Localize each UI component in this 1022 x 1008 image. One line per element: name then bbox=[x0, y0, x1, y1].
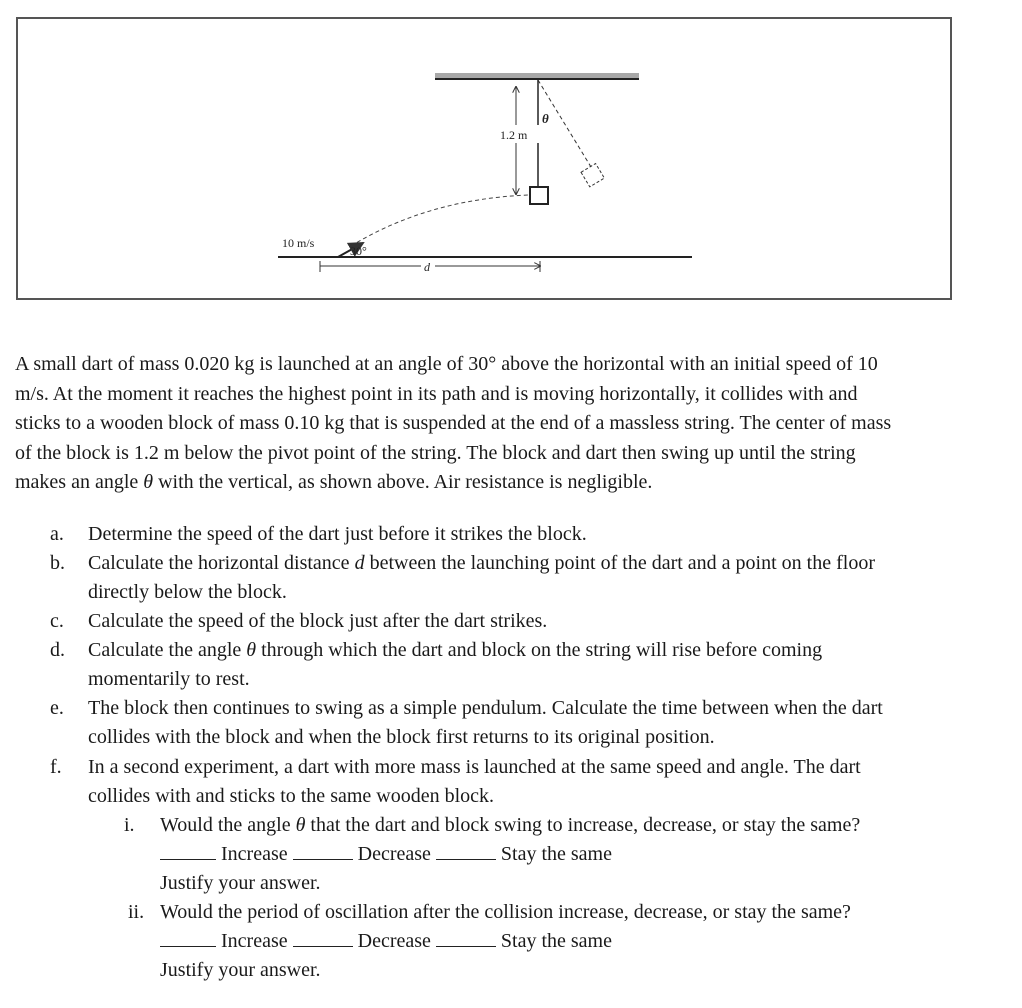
blank-decrease-i[interactable] bbox=[293, 841, 353, 860]
question-f-line2: collides with and sticks to the same wooden block. bbox=[88, 785, 495, 807]
dart-trajectory bbox=[351, 195, 529, 246]
question-d-pre: Calculate the angle bbox=[88, 639, 247, 661]
question-e-text bbox=[88, 694, 968, 752]
blank-increase-ii[interactable] bbox=[160, 928, 216, 947]
intro-theta: θ bbox=[143, 471, 154, 494]
question-c-mark: c. bbox=[50, 610, 64, 632]
question-e-line2: collides with the block and when the block first returns to its original position. bbox=[88, 726, 715, 748]
question-a-mark: a. bbox=[50, 523, 64, 545]
figure-frame bbox=[16, 17, 952, 300]
justify-i: Justify your answer. bbox=[160, 872, 321, 894]
intro-line-5-pre: makes an angle bbox=[15, 471, 144, 494]
intro-line-4: of the block is 1.2 m below the pivot point of the string. The block and dart then swing up until the string bbox=[15, 441, 856, 464]
question-b-var: d bbox=[354, 552, 365, 574]
question-f-mark: f. bbox=[50, 756, 62, 778]
subquestion-i-post: that the dart and block swing to increase, decrease, or stay the same? bbox=[305, 814, 861, 836]
intro-paragraph bbox=[15, 350, 995, 498]
intro-line-3: sticks to a wooden block of mass 0.10 kg that is suspended at the end of a massless string. The center of mass bbox=[15, 412, 892, 435]
blank-same-ii[interactable] bbox=[436, 928, 496, 947]
justify-ii: Justify your answer. bbox=[160, 959, 321, 981]
question-b-mark: b. bbox=[50, 552, 65, 574]
question-b-pre: Calculate the horizontal distance bbox=[88, 552, 355, 574]
choice-same-i: Stay the same bbox=[500, 843, 612, 865]
question-d-line2: momentarily to rest. bbox=[88, 668, 250, 690]
choice-decrease-i: Decrease bbox=[357, 843, 431, 865]
question-d-post: through which the dart and block on the string will rise before coming bbox=[256, 639, 823, 661]
subquestion-ii-text: Would the period of oscillation after the collision increase, decrease, or stay the same? bbox=[160, 901, 851, 923]
distance-label: d bbox=[424, 260, 430, 274]
question-f-text bbox=[88, 753, 968, 811]
question-b-text bbox=[88, 549, 1018, 607]
choices-row-i bbox=[160, 840, 612, 869]
subquestion-ii-mark: ii. bbox=[128, 901, 145, 923]
question-d-mark: d. bbox=[50, 639, 65, 661]
question-f-line1: In a second experiment, a dart with more mass is launched at the same speed and angle. The dart bbox=[88, 756, 861, 778]
question-a-text: Determine the speed of the dart just before it strikes the block. bbox=[88, 523, 587, 545]
speed-label: 10 m/s bbox=[282, 236, 315, 250]
question-c-text: Calculate the speed of the block just after the dart strikes. bbox=[88, 610, 548, 632]
block bbox=[530, 187, 548, 204]
theta-label: θ bbox=[542, 111, 549, 126]
question-b-line2: directly below the block. bbox=[88, 581, 287, 603]
choice-increase-ii: Increase bbox=[221, 930, 288, 952]
intro-line-2: m/s. At the moment it reaches the highest point in its path and is moving horizontally, it collides with and bbox=[15, 382, 858, 405]
launch-angle-label: 30° bbox=[350, 244, 367, 258]
blank-increase-i[interactable] bbox=[160, 841, 216, 860]
question-b-post: between the launching point of the dart and a point on the floor bbox=[364, 552, 875, 574]
subquestion-i-var: θ bbox=[295, 814, 306, 836]
blank-decrease-ii[interactable] bbox=[293, 928, 353, 947]
question-e-mark: e. bbox=[50, 697, 64, 719]
blank-same-i[interactable] bbox=[436, 841, 496, 860]
intro-line-1: A small dart of mass 0.020 kg is launched at an angle of 30° above the horizontal with an initial speed of 10 bbox=[15, 353, 878, 375]
length-label: 1.2 m bbox=[500, 128, 528, 142]
subquestion-i-text bbox=[160, 811, 980, 840]
subquestion-i-mark: i. bbox=[124, 814, 135, 836]
question-d-text bbox=[88, 636, 968, 694]
choice-increase-i: Increase bbox=[221, 843, 288, 865]
question-d-var: θ bbox=[246, 639, 257, 661]
intro-line-5-post: with the vertical, as shown above. Air resistance is negligible. bbox=[153, 471, 653, 494]
choice-same-ii: Stay the same bbox=[500, 930, 612, 952]
subquestion-i-pre: Would the angle bbox=[160, 814, 296, 836]
choice-decrease-ii: Decrease bbox=[357, 930, 431, 952]
question-e-line1: The block then continues to swing as a simple pendulum. Calculate the time between when the dart bbox=[88, 697, 883, 719]
pendulum-diagram bbox=[18, 19, 950, 298]
swung-block bbox=[581, 164, 604, 187]
choices-row-ii bbox=[160, 927, 612, 956]
